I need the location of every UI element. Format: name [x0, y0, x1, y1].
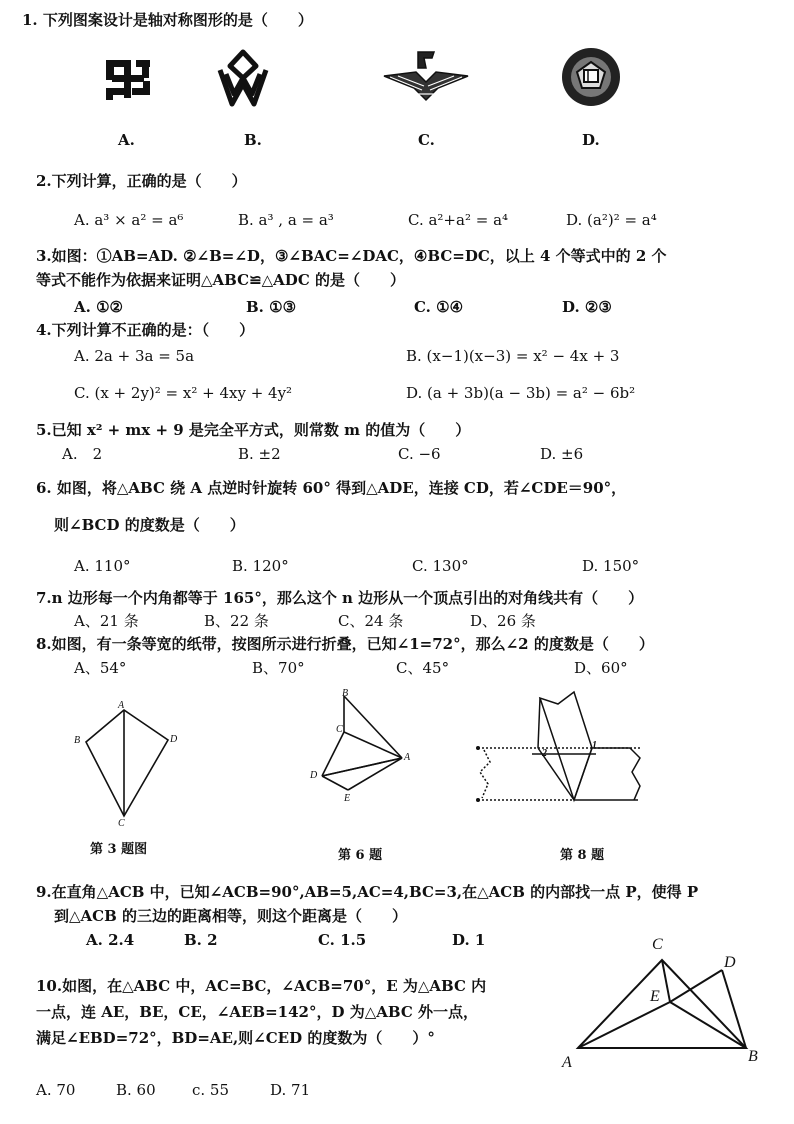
q4-option-a: A. 2a + 3a = 5a — [74, 347, 195, 365]
fig8-label-1: 1 — [592, 740, 597, 751]
fig8-label-2: 2 — [542, 748, 547, 759]
fig3-label-c: C — [118, 818, 125, 829]
q5-option-d: D. ±6 — [540, 445, 584, 463]
q3-option-c: C. ①④ — [414, 298, 464, 316]
q9-option-b: B. 2 — [184, 931, 218, 949]
fig10-label-e: E — [650, 988, 660, 1005]
q3-stem-line1: 3.如图：①AB=AD. ②∠B=∠D，③∠BAC=∠DAC，④BC=DC，以上 4 个等式中的 2 个 — [36, 247, 667, 265]
q9-option-d: D. 1 — [452, 931, 486, 949]
fig10-label-a: A — [562, 1054, 572, 1071]
fig10-label-b: B — [748, 1048, 758, 1065]
q2-option-a: A. a³ × a² = a⁶ — [74, 211, 184, 229]
swastika-pattern-icon — [102, 56, 154, 102]
fig6-label-d: D — [310, 770, 318, 781]
q1-option-b: B. — [244, 131, 262, 149]
q3-option-b: B. ①③ — [246, 298, 297, 316]
soccer-ball-pattern-icon — [560, 46, 622, 108]
figure-q3-kite — [72, 700, 182, 826]
q9-stem-line2: 到△ACB 的三边的距离相等，则这个距离是（ ） — [54, 907, 408, 925]
q8-option-a: A、54° — [74, 659, 127, 677]
fig3-label-d: D — [170, 734, 178, 745]
figure-q6-rotation — [304, 686, 414, 806]
q10-stem-line1: 10.如图，在△ABC 中，AC=BC，∠ACB=70°，E 为△ABC 内 — [36, 977, 487, 995]
q5-option-b: B. ±2 — [238, 445, 281, 463]
q7-stem: 7.n 边形每一个内角都等于 165°，那么这个 n 边形从一个顶点引出的对角线共有（ ） — [36, 589, 644, 607]
q10-option-a: A. 70 — [36, 1081, 76, 1099]
q4-option-c: C. (x + 2y)² = x² + 4xy + 4y² — [74, 384, 293, 402]
q2-option-d: D. (a²)² = a⁴ — [566, 211, 657, 229]
q8-option-d: D、60° — [574, 659, 628, 677]
q1-stem: 1. 下列图案设计是轴对称图形的是（ ） — [22, 11, 313, 29]
q5-option-c: C. −6 — [398, 445, 441, 463]
q7-option-d: D、26 条 — [470, 612, 536, 630]
q2-stem: 2.下列计算，正确的是（ ） — [36, 172, 247, 190]
q1-option-d: D. — [582, 131, 600, 149]
q1-option-c: C. — [418, 131, 435, 149]
q4-option-d: D. (a + 3b)(a − 3b) = a² − 6b² — [406, 384, 636, 402]
q6-option-c: C. 130° — [412, 557, 469, 575]
q10-option-b: B. 60 — [116, 1081, 156, 1099]
q2-option-c: C. a²+a² = a⁴ — [408, 211, 509, 229]
q10-stem-line2: 一点，连 AE，BE，CE，∠AEB=142°，D 为△ABC 外一点， — [36, 1003, 478, 1021]
q4-stem: 4.下列计算不正确的是：（ ） — [36, 321, 255, 339]
fig8-caption: 第 8 题 — [560, 848, 605, 863]
fig3-label-b: B — [74, 735, 81, 746]
q10-stem-line3: 满足∠EBD=72°，BD=AE,则∠CED 的度数为（ ）° — [36, 1029, 435, 1047]
q10-option-d: D. 71 — [270, 1081, 311, 1099]
fig6-label-c: C — [336, 724, 343, 735]
q6-option-b: B. 120° — [232, 557, 289, 575]
q7-option-a: A、21 条 — [74, 612, 139, 630]
q10-option-c: c. 55 — [192, 1081, 230, 1099]
fig6-label-b: B — [342, 688, 349, 699]
fig3-label-a: A — [118, 700, 125, 711]
q3-option-a: A. ①② — [74, 298, 123, 316]
q6-stem-line1: 6. 如图，将△ABC 绕 A 点逆时针旋转 60° 得到△ADE，连接 CD，若∠CDE＝90°， — [36, 479, 627, 497]
q8-option-c: C、45° — [396, 659, 450, 677]
bird-fold-pattern-icon — [378, 48, 474, 106]
q9-option-a: A. 2.4 — [86, 931, 135, 949]
q7-option-c: C、24 条 — [338, 612, 404, 630]
q3-stem-line2: 等式不能作为依据来证明△ABC≌△ADC 的是（ ） — [36, 271, 405, 289]
fig6-label-e: E — [344, 793, 351, 804]
q9-stem-line1: 9.在直角△ACB 中，已知∠ACB=90°,AB=5,AC=4,BC=3,在△ACB 的内部找一点 P，使得 P — [36, 883, 699, 901]
q9-option-c: C. 1.5 — [318, 931, 367, 949]
fig3-caption: 第 3 题图 — [90, 842, 148, 857]
fig6-label-a: A — [404, 752, 411, 763]
q3-option-d: D. ②③ — [562, 298, 612, 316]
q4-option-b: B. (x−1)(x−3) = x² − 4x + 3 — [406, 347, 620, 365]
fig6-caption: 第 6 题 — [338, 848, 383, 863]
fig10-label-c: C — [652, 936, 663, 953]
q7-option-b: B、22 条 — [204, 612, 269, 630]
q1-option-a: A. — [118, 131, 135, 149]
q6-stem-line2: 则∠BCD 的度数是（ ） — [54, 516, 245, 534]
figure-q8-paper-fold — [470, 688, 660, 806]
q6-option-d: D. 150° — [582, 557, 640, 575]
w-knot-pattern-icon — [216, 48, 270, 108]
q5-stem: 5.已知 x² + mx + 9 是完全平方式，则常数 m 的值为（ ） — [36, 421, 471, 439]
q8-stem: 8.如图，有一条等宽的纸带，按图所示进行折叠，已知∠1=72°，那么∠2 的度数是（ ） — [36, 635, 654, 653]
q8-option-b: B、70° — [252, 659, 305, 677]
q2-option-b: B. a³ , a = a³ — [238, 211, 334, 229]
q5-option-a: A. 2 — [62, 445, 103, 463]
q6-option-a: A. 110° — [74, 557, 131, 575]
fig10-label-d: D — [724, 954, 736, 971]
